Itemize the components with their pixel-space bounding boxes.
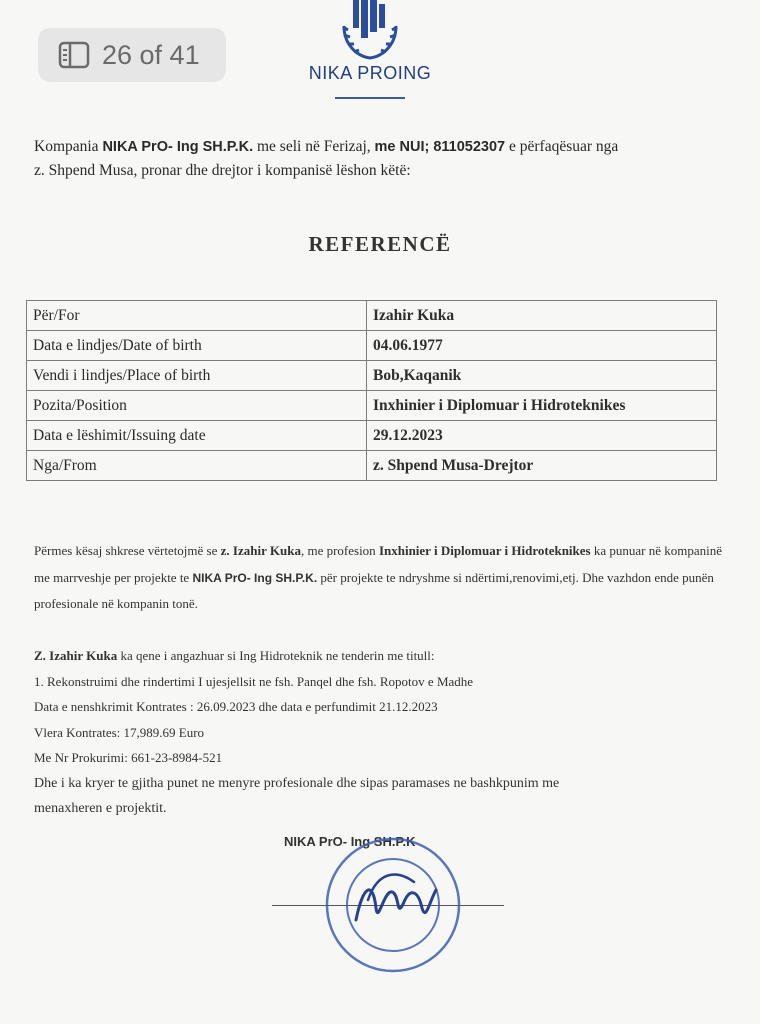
closing-line-2: menaxheren e projektit. bbox=[34, 801, 167, 816]
table-cell-value: Inxhinier i Diplomuar i Hidroteknikes bbox=[367, 391, 717, 421]
page-counter-badge[interactable] bbox=[38, 28, 226, 82]
table-row bbox=[27, 451, 717, 481]
table-cell-value: 29.12.2023 bbox=[367, 421, 717, 451]
table-row bbox=[27, 301, 717, 331]
paragraph-confirmation: Përmes kësaj shkrese vërtetojmë se z. Izahir Kuka, me profesion Inxhinier i Diplomuar i Hidroteknikes ka punuar në kompaninë me marrveshje per projekte te NIKA PrO- Ing SH.P.K. për projekte te ndryshme si ndërtimi,renovimi,etj. Dhe vazhdon ende punën profesionale në kompanin tonë. bbox=[34, 543, 722, 611]
table-cell-value: z. Shpend Musa-Drejtor bbox=[367, 451, 717, 481]
company-stamp-seal bbox=[318, 830, 468, 980]
table-cell-value: Izahir Kuka bbox=[367, 301, 717, 331]
paragraph-tender: Z. Izahir Kuka ka qene i angazhuar si Ing Hidroteknik ne tenderin me titull: 1. Rekonstruimi dhe rindertimi I ujesjellsit ne fsh. Panqel dhe fsh. Ropotov e Madhe Data e nenshkrimit Kontrates : 26.09.2023 dhe data e perfundimit 21.12.2023 Vlera Kontrates: 17,989.69 Euro Me Nr Prokurimi: 661-23-8984-521 Dhe i ka kryer te gjitha punet ne menyre profesionale dhe sipas paramases ne bashkpunim me menaxheren e projektit. bbox=[34, 643, 734, 822]
logo-text: NIKA PROING bbox=[308, 63, 432, 83]
intro-company: NIKA PrO- Ing SH.P.K. bbox=[102, 139, 254, 155]
logo-underline bbox=[335, 97, 405, 99]
intro-line-2: z. Shpend Musa, pronar dhe drejtor i kompanisë lëshon këtë: bbox=[34, 162, 411, 179]
reference-table bbox=[26, 300, 717, 481]
table-cell-key: Data e lindjes/Date of birth bbox=[27, 331, 367, 361]
table-cell-key: Pozita/Position bbox=[27, 391, 367, 421]
building-laurel-logo bbox=[338, 0, 402, 62]
table-cell-value: 04.06.1977 bbox=[367, 331, 717, 361]
company-logo bbox=[300, 0, 440, 104]
page-counter-text: 26 of 41 bbox=[102, 39, 200, 70]
intro-nui: NUI; 811052307 bbox=[399, 139, 506, 155]
table-row bbox=[27, 331, 717, 361]
table-cell-key: Vendi i lindjes/Place of birth bbox=[27, 361, 367, 391]
contract-value-line: Vlera Kontrates: 17,989.69 Euro bbox=[34, 724, 205, 740]
table-cell-value: Bob,Kaqanik bbox=[367, 361, 717, 391]
table-row bbox=[27, 421, 717, 451]
table-row bbox=[27, 361, 717, 391]
contract-dates-line: Data e nenshkrimit Kontrates : 26.09.2023 dhe data e perfundimit 21.12.2023 bbox=[34, 699, 438, 714]
intro-paragraph: Kompania NIKA PrO- Ing SH.P.K. me seli në Ferizaj, me NUI; 811052307 e përfaqësuar nga z. Shpend Musa, pronar dhe drejtor i kompanisë lëshon këtë: bbox=[34, 138, 619, 179]
table-cell-key: Data e lëshimit/Issuing date bbox=[27, 421, 367, 451]
table-cell-key: Nga/From bbox=[27, 451, 367, 481]
table-cell-key: Për/For bbox=[27, 301, 367, 331]
procurement-number-line: Me Nr Prokurimi: 661-23-8984-521 bbox=[34, 750, 223, 765]
page-thumbnail-icon bbox=[58, 41, 90, 69]
closing-line-1: Dhe i ka kryer te gjitha punet ne menyre profesionale dhe sipas paramases ne bashkpunim me bbox=[34, 775, 560, 791]
signature-company: NIKA PrO- Ing SH.P.K bbox=[284, 834, 416, 849]
table-row bbox=[27, 391, 717, 421]
document-title: REFERENCË bbox=[308, 232, 452, 256]
tender-title-line: 1. Rekonstruimi dhe rindertimi I ujesjellsit ne fsh. Panqel dhe fsh. Ropotov e Madhe bbox=[34, 673, 474, 689]
